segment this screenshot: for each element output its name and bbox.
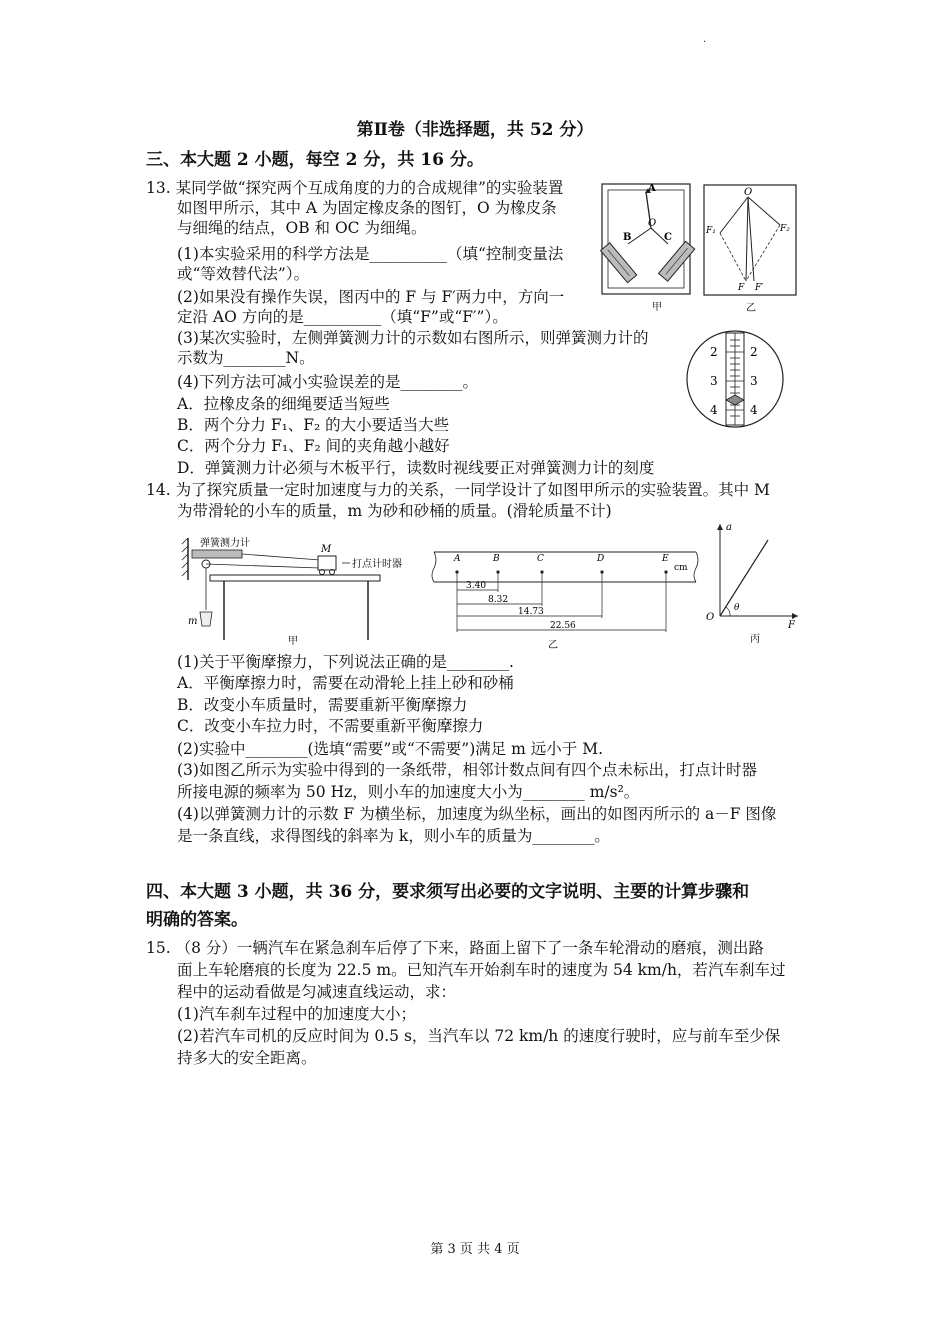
jia14-caption: 甲 [288, 636, 298, 647]
tape-distance-AE: 22.56 [550, 621, 576, 631]
page-footer: 第 3 页 共 4 页 [430, 1242, 520, 1257]
gauge-right-3: 3 [750, 374, 758, 388]
tape-unit: cm [674, 563, 688, 573]
gauge-right-4: 4 [750, 403, 758, 417]
bing-label-F: F [788, 620, 795, 631]
tape-point-A: A [454, 554, 461, 564]
section-4-heading-cont: 明确的答案。 [146, 910, 248, 930]
section-3-heading: 三、本大题 2 小题，每空 2 分，共 16 分。 [146, 150, 484, 170]
tape-distance-AC: 8.32 [488, 595, 509, 605]
gauge-left-4: 4 [710, 403, 718, 417]
q13-line: 如图甲所示，其中 A 为固定橡皮条的图钉，O 为橡皮条 [177, 199, 557, 217]
q14-option: B．改变小车质量时，需要重新平衡摩擦力 [177, 696, 468, 714]
bing-label-O: O [706, 612, 715, 623]
q13-line: 与细绳的结点，OB 和 OC 为细绳。 [177, 219, 427, 237]
q13-line: (1)本实验采用的科学方法是__________（填“控制变量法 [177, 245, 564, 263]
q13-option: D．弹簧测力计必须与木板平行，读数时视线要正对弹簧测力计的刻度 [177, 459, 655, 477]
jia-caption: 甲 [652, 302, 662, 313]
q13-line: 定沿 AO 方向的是__________（填“F”或“F′”）。 [177, 308, 508, 326]
tape-caption: 乙 [548, 640, 558, 651]
bing-label-a: a [726, 522, 732, 533]
q14-option: A．平衡摩擦力时，需要在动滑轮上挂上砂和砂桶 [177, 674, 514, 692]
tape-distance-AB: 3.40 [466, 581, 487, 591]
yi-label-F2: F₂ [780, 224, 790, 234]
yi-label-O: O [744, 187, 753, 198]
tape-point-B: B [493, 554, 500, 564]
q15-line: (1)汽车刹车过程中的加速度大小； [177, 1005, 416, 1023]
part-title: 第Ⅱ卷（非选择题，共 52 分） [356, 120, 594, 140]
q13-line: 或“等效替代法”）。 [177, 265, 310, 283]
jia-label-C: C [664, 232, 672, 243]
q13-line: (4)下列方法可减小实验误差的是________。 [177, 373, 478, 391]
gauge-left-2: 2 [710, 345, 718, 359]
q14-line: (3)如图乙所示为实验中得到的一条纸带，相邻计数点间有四个点未标出，打点计时器 [177, 761, 757, 779]
jia-label-A: A [648, 183, 656, 194]
q15-line: 面上车轮磨痕的长度为 22.5 m。已知汽车开始刹车时的速度为 54 km/h，若汽车刹车过 [177, 961, 786, 979]
header-dot: . [703, 34, 707, 45]
yi-label-F: F [738, 283, 745, 293]
q13-spring-scale-gauge [684, 328, 786, 430]
q14-line: 是一条直线，求得图线的斜率为 k，则小车的质量为________。 [177, 827, 610, 845]
q13-line: (3)某次实验时，左侧弹簧测力计的示数如右图所示，则弹簧测力计的 [177, 329, 649, 347]
q14-line: 所接电源的频率为 50 Hz，则小车的加速度大小为________ m/s²。 [177, 783, 640, 801]
q13-option: A．拉橡皮条的细绳要适当短些 [177, 395, 390, 413]
q13-line: 示数为________N。 [177, 349, 315, 367]
jia14-M-label: M [321, 544, 332, 555]
q15-line: (2)若汽车司机的反应时间为 0.5 s，当汽车以 72 km/h 的速度行驶时，应与前车至少保 [177, 1027, 781, 1045]
jia-label-B: B [623, 232, 632, 243]
q13-option: B．两个分力 F₁、F₂ 的大小要适当大些 [177, 416, 450, 434]
q14-line: (4)以弹簧测力计的示数 F 为横坐标，加速度为纵坐标，画出的如图丙所示的 a－F 图像 [177, 805, 777, 823]
yi-caption: 乙 [746, 303, 756, 314]
gauge-left-3: 3 [710, 374, 718, 388]
tape-point-D: D [597, 554, 605, 564]
q13-line: 13. 某同学做“探究两个互成角度的力的合成规律”的实验装置 [146, 179, 564, 197]
yi-label-Fp: F′ [755, 283, 764, 293]
bing-caption: 丙 [750, 634, 760, 645]
q13-option: C．两个分力 F₁、F₂ 间的夹角越小越好 [177, 437, 450, 455]
q15-line: 持多大的安全距离。 [177, 1049, 317, 1067]
q13-figure-jia [596, 180, 698, 315]
q13-figure-yi [700, 183, 800, 315]
bing-label-theta: θ [734, 603, 740, 613]
tape-point-C: C [537, 554, 544, 564]
gauge-right-2: 2 [750, 345, 758, 359]
tape-point-E: E [662, 554, 669, 564]
q14-line: 14. 为了探究质量一定时加速度与力的关系，一同学设计了如图甲所示的实验装置。其中 M [146, 481, 770, 499]
jia14-m-label: m [188, 616, 198, 627]
q13-line: (2)如果没有操作失误，图丙中的 F 与 F′两力中，方向一 [177, 288, 565, 306]
q14-line: (1)关于平衡摩擦力，下列说法正确的是________. [177, 653, 514, 671]
q14-figure-yi [430, 548, 705, 652]
jia14-spring-label: 弹簧测力计 [200, 538, 250, 549]
jia14-timer-label: 打点计时器 [352, 559, 402, 570]
jia-label-O: O [648, 218, 657, 229]
q14-figure-jia [180, 530, 402, 650]
section-4-heading: 四、本大题 3 小题，共 36 分，要求须写出必要的文字说明、主要的计算步骤和 [146, 882, 750, 902]
yi-label-F1: F₁ [706, 226, 716, 236]
q15-line: 15. （8 分）一辆汽车在紧急刹车后停了下来，路面上留下了一条车轮滑动的磨痕，测出路 [146, 939, 764, 957]
tape-distance-AD: 14.73 [518, 607, 544, 617]
q14-figure-bing [706, 520, 806, 648]
q14-option: C．改变小车拉力时，不需要重新平衡摩擦力 [177, 717, 484, 735]
q14-line: 为带滑轮的小车的质量，m 为砂和砂桶的质量。(滑轮质量不计) [177, 502, 612, 520]
q14-line: (2)实验中________(选填“需要”或“不需要”)满足 m 远小于 M. [177, 740, 604, 758]
q15-line: 程中的运动看做是匀减速直线运动，求： [177, 983, 457, 1001]
